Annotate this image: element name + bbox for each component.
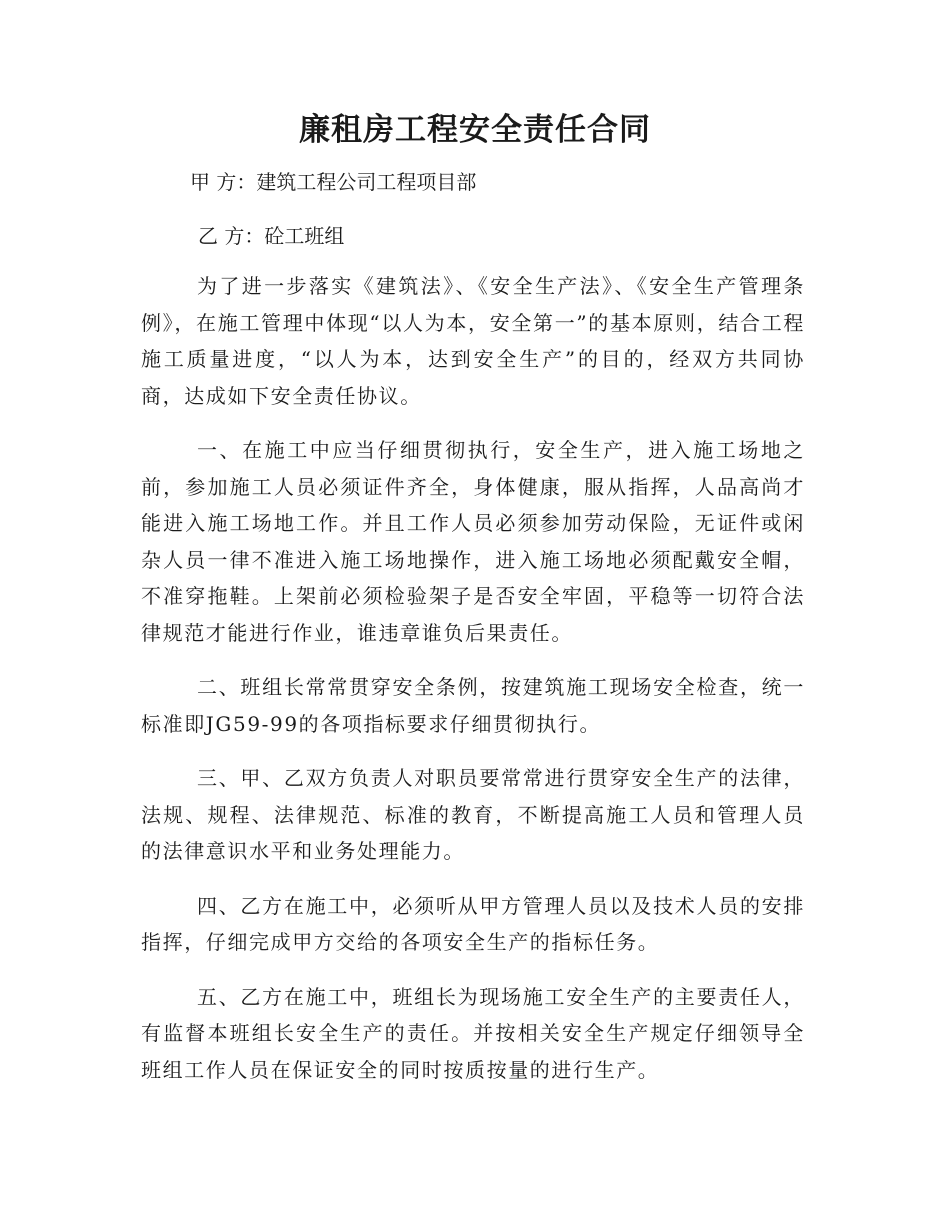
party-b-value: 砼工班组 [264, 224, 345, 248]
document-body [141, 268, 805, 1106]
paragraph-clause-5: 五、乙方在施工中，班组长为现场施工安全生产的主要责任人，有监督本班组长安全生产的责任。并按相关安全生产规定仔细领导全班组工作人员在保证安全的同时按质按量的进行生产。 [141, 984, 805, 1082]
party-b-label: 乙 方： [198, 224, 265, 248]
paragraph-clause-1: 一、在施工中应当仔细贯彻执行，安全生产，进入施工场地之前，参加施工人员必须证件齐全，身体健康，服从指挥，人品高尚才能进入施工场地工作。并且工作人员必须参加劳动保险，无证件或闲杂人员一律不准进入施工场地操作，进入施工场地必须配戴安全帽，不准穿拖鞋。上架前必须检验架子是否安全牢固，平稳等一切符合法律规范才能进行作业，谁违章谁负后果责任。 [141, 438, 805, 645]
party-a-value: 建筑工程公司工程项目部 [256, 170, 477, 194]
party-a-line [190, 168, 476, 196]
paragraph-clause-3: 三、甲、乙双方负责人对职员要常常进行贯穿安全生产的法律，法规、规程、法律规范、标准的教育，不断提高施工人员和管理人员的法律意识水平和业务处理能力。 [141, 766, 805, 863]
document-title: 廉租房工程安全责任合同 [299, 112, 651, 148]
party-b-line [198, 222, 344, 250]
paragraph-preamble: 为了进一步落实《建筑法》、《安全生产法》、《安全生产管理条例》，在施工管理中体现“以人为本，安全第一”的基本原则，结合工程施工质量进度，“以人为本，达到安全生产”的目的，经双方共同协商，达成如下安全责任协议。 [141, 274, 805, 408]
paragraph-clause-2: 二、班组长常常贯穿安全条例，按建筑施工现场安全检查，统一标准即JG59-99的各项指标要求仔细贯彻执行。 [141, 675, 805, 736]
paragraph-clause-4: 四、乙方在施工中，必须听从甲方管理人员以及技术人员的安排指挥，仔细完成甲方交给的各项安全生产的指标任务。 [141, 893, 805, 954]
party-a-label: 甲 方： [190, 170, 257, 194]
